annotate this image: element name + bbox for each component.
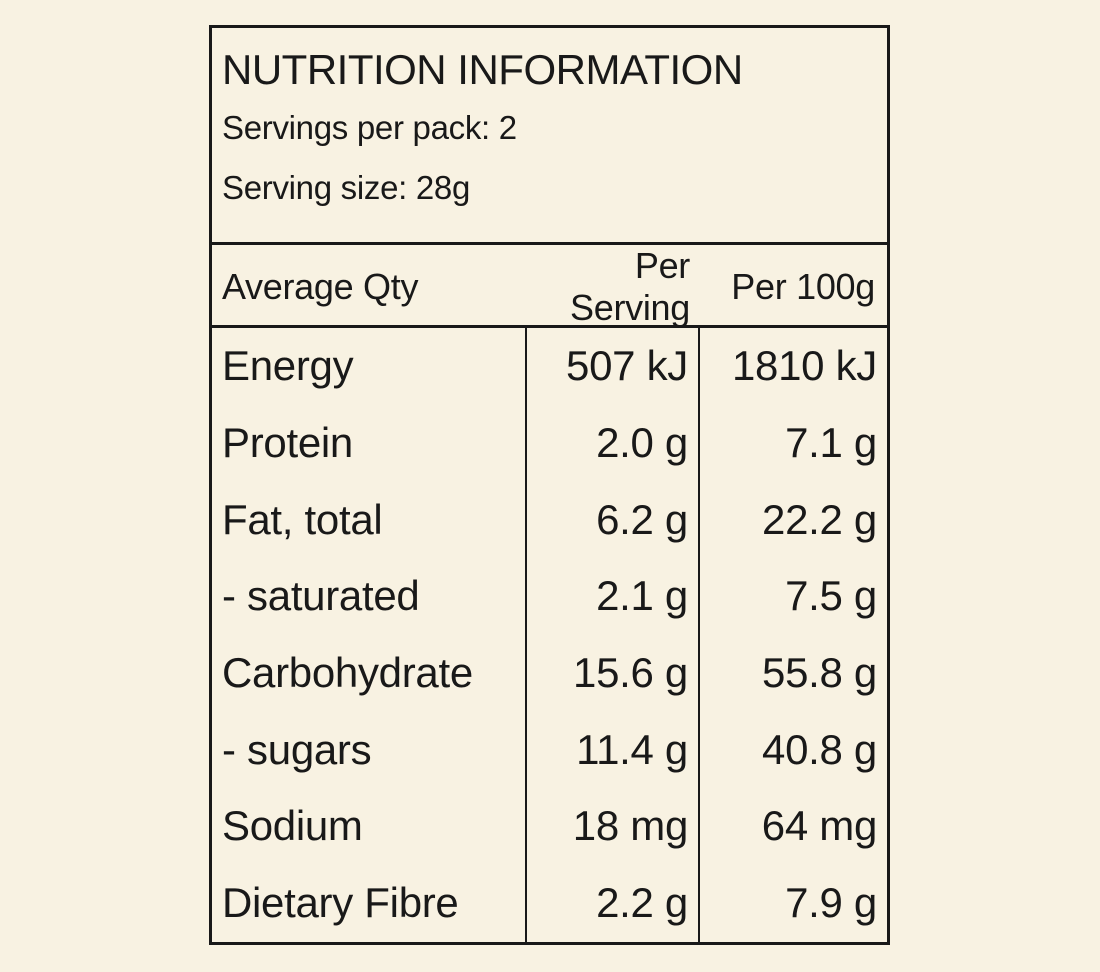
value-per-serving: 6.2 g bbox=[525, 481, 698, 558]
nutrient-name: Protein bbox=[222, 419, 353, 467]
value-per-100g: 55.8 g bbox=[698, 635, 887, 712]
nutrition-title-block bbox=[212, 28, 887, 245]
nutrition-panel bbox=[209, 25, 890, 945]
value-per-100g: 22.2 g bbox=[698, 481, 887, 558]
column-header-per-serving: Per Serving bbox=[570, 245, 690, 328]
value-per-100g: 40.8 g bbox=[698, 711, 887, 788]
nutrient-name: Energy bbox=[222, 342, 354, 390]
column-header-per-100g: Per 100g bbox=[731, 266, 875, 307]
value-per-100g: 7.9 g bbox=[698, 865, 887, 942]
value-per-serving: 507 kJ bbox=[525, 328, 698, 405]
nutrient-name: Sodium bbox=[222, 802, 363, 850]
servings-per-pack: Servings per pack: 2 bbox=[222, 109, 517, 146]
value-per-serving: 11.4 g bbox=[525, 711, 698, 788]
serving-size: Serving size: 28g bbox=[222, 169, 471, 206]
column-header-row bbox=[212, 245, 887, 328]
value-per-100g: 7.5 g bbox=[698, 558, 887, 635]
value-per-serving: 2.2 g bbox=[525, 865, 698, 942]
value-per-serving: 2.1 g bbox=[525, 558, 698, 635]
nutrient-table bbox=[212, 328, 887, 942]
nutrient-name: Carbohydrate bbox=[222, 649, 473, 697]
value-per-100g: 7.1 g bbox=[698, 405, 887, 482]
panel-title: NUTRITION INFORMATION bbox=[222, 46, 743, 93]
value-per-serving: 2.0 g bbox=[525, 405, 698, 482]
column-header-average-qty: Average Qty bbox=[222, 266, 419, 307]
value-per-100g: 1810 kJ bbox=[698, 328, 887, 405]
value-per-serving: 18 mg bbox=[525, 788, 698, 865]
value-per-100g: 64 mg bbox=[698, 788, 887, 865]
nutrient-name: - sugars bbox=[222, 725, 372, 773]
value-per-serving: 15.6 g bbox=[525, 635, 698, 712]
nutrient-name: Dietary Fibre bbox=[222, 879, 459, 927]
nutrient-name: - saturated bbox=[222, 572, 420, 620]
nutrient-name: Fat, total bbox=[222, 495, 383, 543]
